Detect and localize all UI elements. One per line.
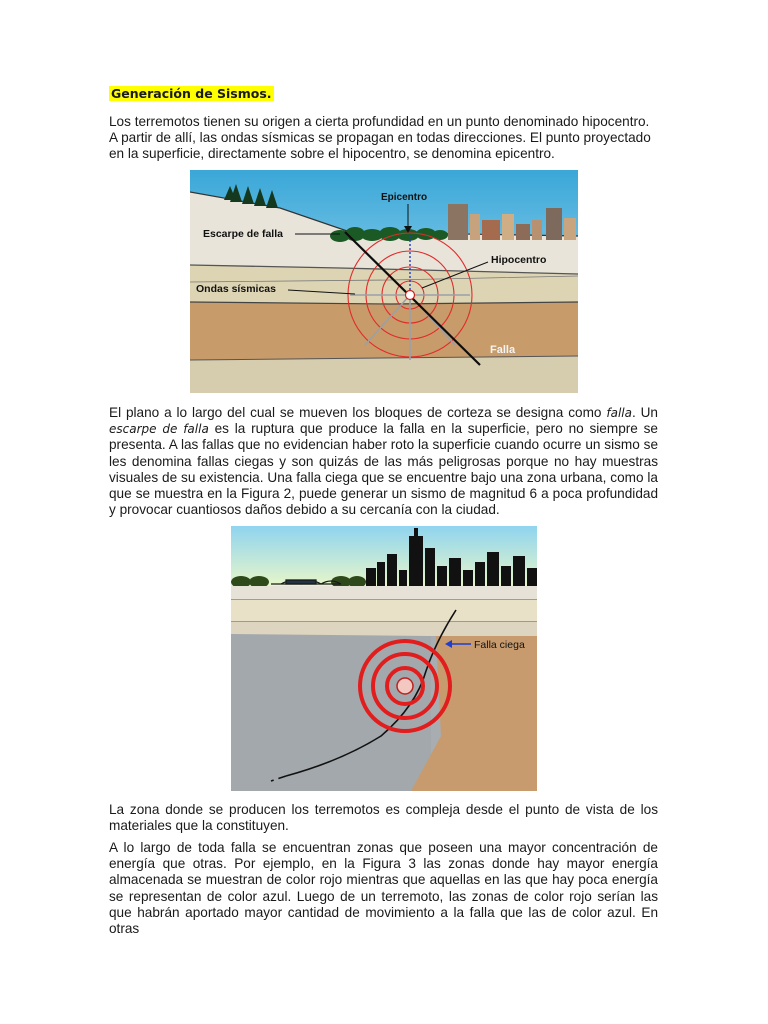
label-hipocentro: Hipocentro — [491, 254, 547, 266]
paragraph-fault-definition: El plano a lo largo del cual se mueven los bloques de corteza se designa como falla. Un escarpe de falla es la ruptura que produce la falla en la superficie, pero no siempre se presenta. A las fallas que no evidencian haber roto la superficie cuando ocurre un sismo se les denomina fallas ciegas y son quizás de las más peligrosas porque no hay muestras visuales de su existencia. Una falla ciega que se encuentre bajo una zona urbana, como la que se muestra en la Figura 2, puede generar un sismo de magnitud 6 a poca profundidad y provocar cuantiosos daños debido a su cercanía con la ciudad. — [109, 405, 658, 518]
label-ondas-sismicas: Ondas sísmicas — [196, 283, 276, 295]
label-falla-ciega: Falla ciega — [474, 639, 525, 651]
term-falla: falla — [606, 406, 632, 420]
paragraph-energy-zones: A lo largo de toda falla se encuentran zonas que poseen una mayor concentración de energía que otras. Por ejemplo, en la Figura 3 las zonas donde hay mayor energía almacenada se muestran de color rojo mientras que aquellas en las que hay poca energía se representan de color azul. Luego de un terremoto, las zonas de color rojo serían las que habrán aportado mayor cantidad de movimiento a la falla que las de color azul. En otras — [109, 840, 658, 937]
paragraph-hypocenter: Los terremotos tienen su origen a cierta profundidad en un punto denominado hipocentro. A partir de allí, las ondas sísmicas se propagan en todas direcciones. El punto proyectado en la superficie, directamente sobre el hipocentro, se denomina epicentro. — [109, 114, 651, 162]
label-escarpe-falla: Escarpe de falla — [203, 228, 283, 240]
term-escarpe-de-falla: escarpe de falla — [109, 422, 209, 437]
section-heading: Generación de Sismos. — [111, 86, 272, 101]
label-epicentro: Epicentro — [381, 192, 428, 203]
label-falla: Falla — [490, 344, 516, 356]
figure-fault-diagram — [190, 170, 578, 393]
figure-blind-fault-diagram — [231, 526, 537, 791]
paragraph-complex-zone: La zona donde se producen los terremotos es compleja desde el punto de vista de los materiales que la constituyen. — [109, 802, 658, 834]
